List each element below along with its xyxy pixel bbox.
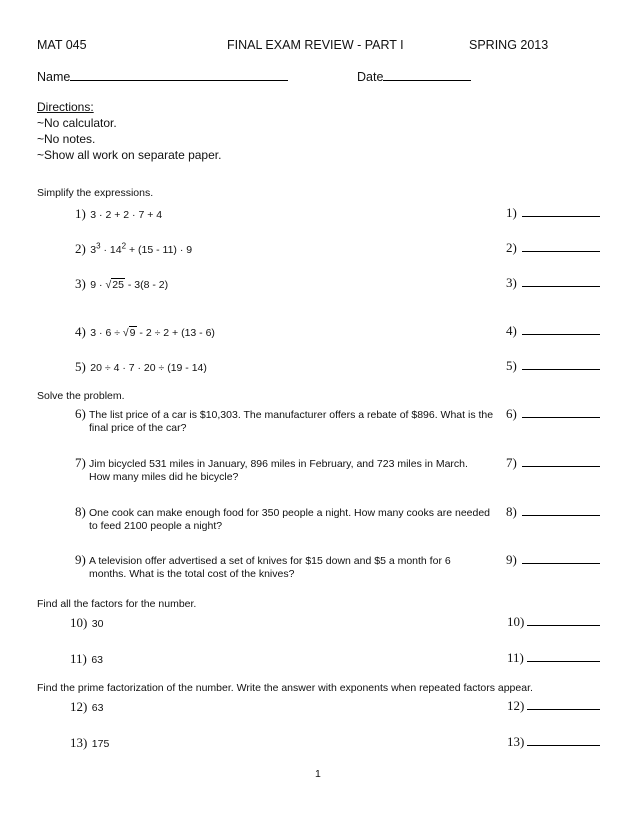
answer-label: 7) — [506, 455, 517, 470]
problem-number: 9) — [75, 552, 86, 567]
name-label: Name — [37, 70, 71, 84]
section-heading-simplify: Simplify the expressions. — [37, 187, 154, 199]
problem-number: 11) — [70, 651, 87, 666]
radical-icon: √ — [122, 327, 129, 339]
radical-icon: √ — [105, 279, 112, 291]
problem-10 — [70, 614, 103, 632]
page-number: 1 — [315, 768, 321, 780]
date-blank[interactable] — [383, 70, 471, 81]
problem-3 — [75, 275, 168, 293]
answer-blank[interactable] — [522, 216, 600, 217]
answer-label: 2) — [506, 240, 517, 255]
problem-expression: 3 · 2 + 2 · 7 + 4 — [90, 209, 163, 221]
answer-blank[interactable] — [522, 563, 600, 564]
name-field[interactable] — [37, 70, 288, 84]
answer-blank[interactable] — [522, 334, 600, 335]
problem-2 — [75, 240, 192, 258]
page-title: FINAL EXAM REVIEW - PART I — [227, 38, 404, 52]
answer-blank[interactable] — [522, 417, 600, 418]
date-label: Date — [357, 70, 384, 84]
section-heading-prime: Find the prime factorization of the number. Write the answer with exponents when repeated factors appear. — [37, 682, 533, 694]
date-field[interactable] — [357, 70, 471, 84]
answer-label: 6) — [506, 406, 517, 421]
problem-expression: 63 — [91, 654, 103, 666]
answer-label: 5) — [506, 358, 517, 373]
answer-blank[interactable] — [522, 369, 600, 370]
answer-label: 8) — [506, 504, 517, 519]
problem-6-text: The list price of a car is $10,303. The manufacturer offers a rebate of $896. What is the final price of the car? — [89, 409, 494, 434]
problem-number: 1) — [75, 206, 86, 221]
problem-expression: $3^3 \cdot 14^2 + (15 - 11) \cdot 9$ — [90, 241, 193, 256]
answer-blank[interactable] — [527, 625, 600, 626]
problem-expression: 30 — [91, 618, 104, 630]
problem-4 — [75, 323, 215, 341]
name-blank[interactable] — [70, 70, 288, 81]
problem-expression: 20 ÷ 4 · 7 · 20 ÷ (19 - 14) — [90, 362, 207, 374]
problem-number: 5) — [75, 359, 86, 374]
problem-number: 2) — [75, 241, 86, 256]
problem-5 — [75, 358, 207, 376]
problem-expression: 9 · √25 - 3(8 - 2) — [90, 279, 169, 291]
problem-number: 12) — [70, 699, 88, 714]
course-code: MAT 045 — [37, 38, 87, 52]
term: SPRING 2013 — [469, 38, 549, 52]
section-heading-solve: Solve the problem. — [37, 390, 125, 402]
problem-13 — [70, 734, 109, 752]
problem-9-text: A television offer advertised a set of knives for $15 down and $5 a month for 6 months. What is the total cost of the knives? — [89, 555, 451, 580]
problem-7-text: Jim bicycled 531 miles in January, 896 miles in February, and 723 miles in March. How many miles did he bicycle? — [89, 458, 468, 483]
answer-label: 12) — [507, 698, 525, 713]
problem-number: 8) — [75, 504, 86, 519]
answer-label: 10) — [507, 614, 525, 629]
problem-number: 4) — [75, 324, 86, 339]
answer-label: 3) — [506, 275, 517, 290]
answer-label: 11) — [507, 650, 524, 665]
answer-blank[interactable] — [522, 251, 600, 252]
answer-label: 1) — [506, 205, 517, 220]
answer-blank[interactable] — [522, 515, 600, 516]
problem-expression: 3 · 6 ÷ √9 - 2 ÷ 2 + (13 - 6) — [90, 327, 215, 339]
direction-line: ~No notes. — [37, 132, 96, 146]
direction-line: ~Show all work on separate paper. — [37, 148, 222, 162]
answer-label: 13) — [507, 734, 525, 749]
problem-number: 10) — [70, 615, 88, 630]
answer-label: 9) — [506, 552, 517, 567]
answer-blank[interactable] — [522, 466, 600, 467]
answer-blank[interactable] — [527, 745, 600, 746]
direction-line: ~No calculator. — [37, 116, 117, 130]
answer-blank[interactable] — [527, 709, 600, 710]
problem-number: 7) — [75, 455, 86, 470]
problem-11 — [70, 650, 103, 668]
answer-label: 4) — [506, 323, 517, 338]
problem-expression: 63 — [91, 702, 104, 714]
problem-number: 3) — [75, 276, 86, 291]
answer-blank[interactable] — [522, 286, 600, 287]
problem-expression: 175 — [91, 738, 110, 750]
directions-title: Directions: — [37, 100, 94, 114]
problem-number: 6) — [75, 406, 86, 421]
section-heading-factors: Find all the factors for the number. — [37, 598, 197, 610]
problem-1 — [75, 205, 162, 223]
problem-8-text: One cook can make enough food for 350 people a night. How many cooks are needed to feed 2100 people a night? — [89, 507, 491, 532]
problem-number: 13) — [70, 735, 88, 750]
problem-12 — [70, 698, 103, 716]
answer-blank[interactable] — [527, 661, 600, 662]
